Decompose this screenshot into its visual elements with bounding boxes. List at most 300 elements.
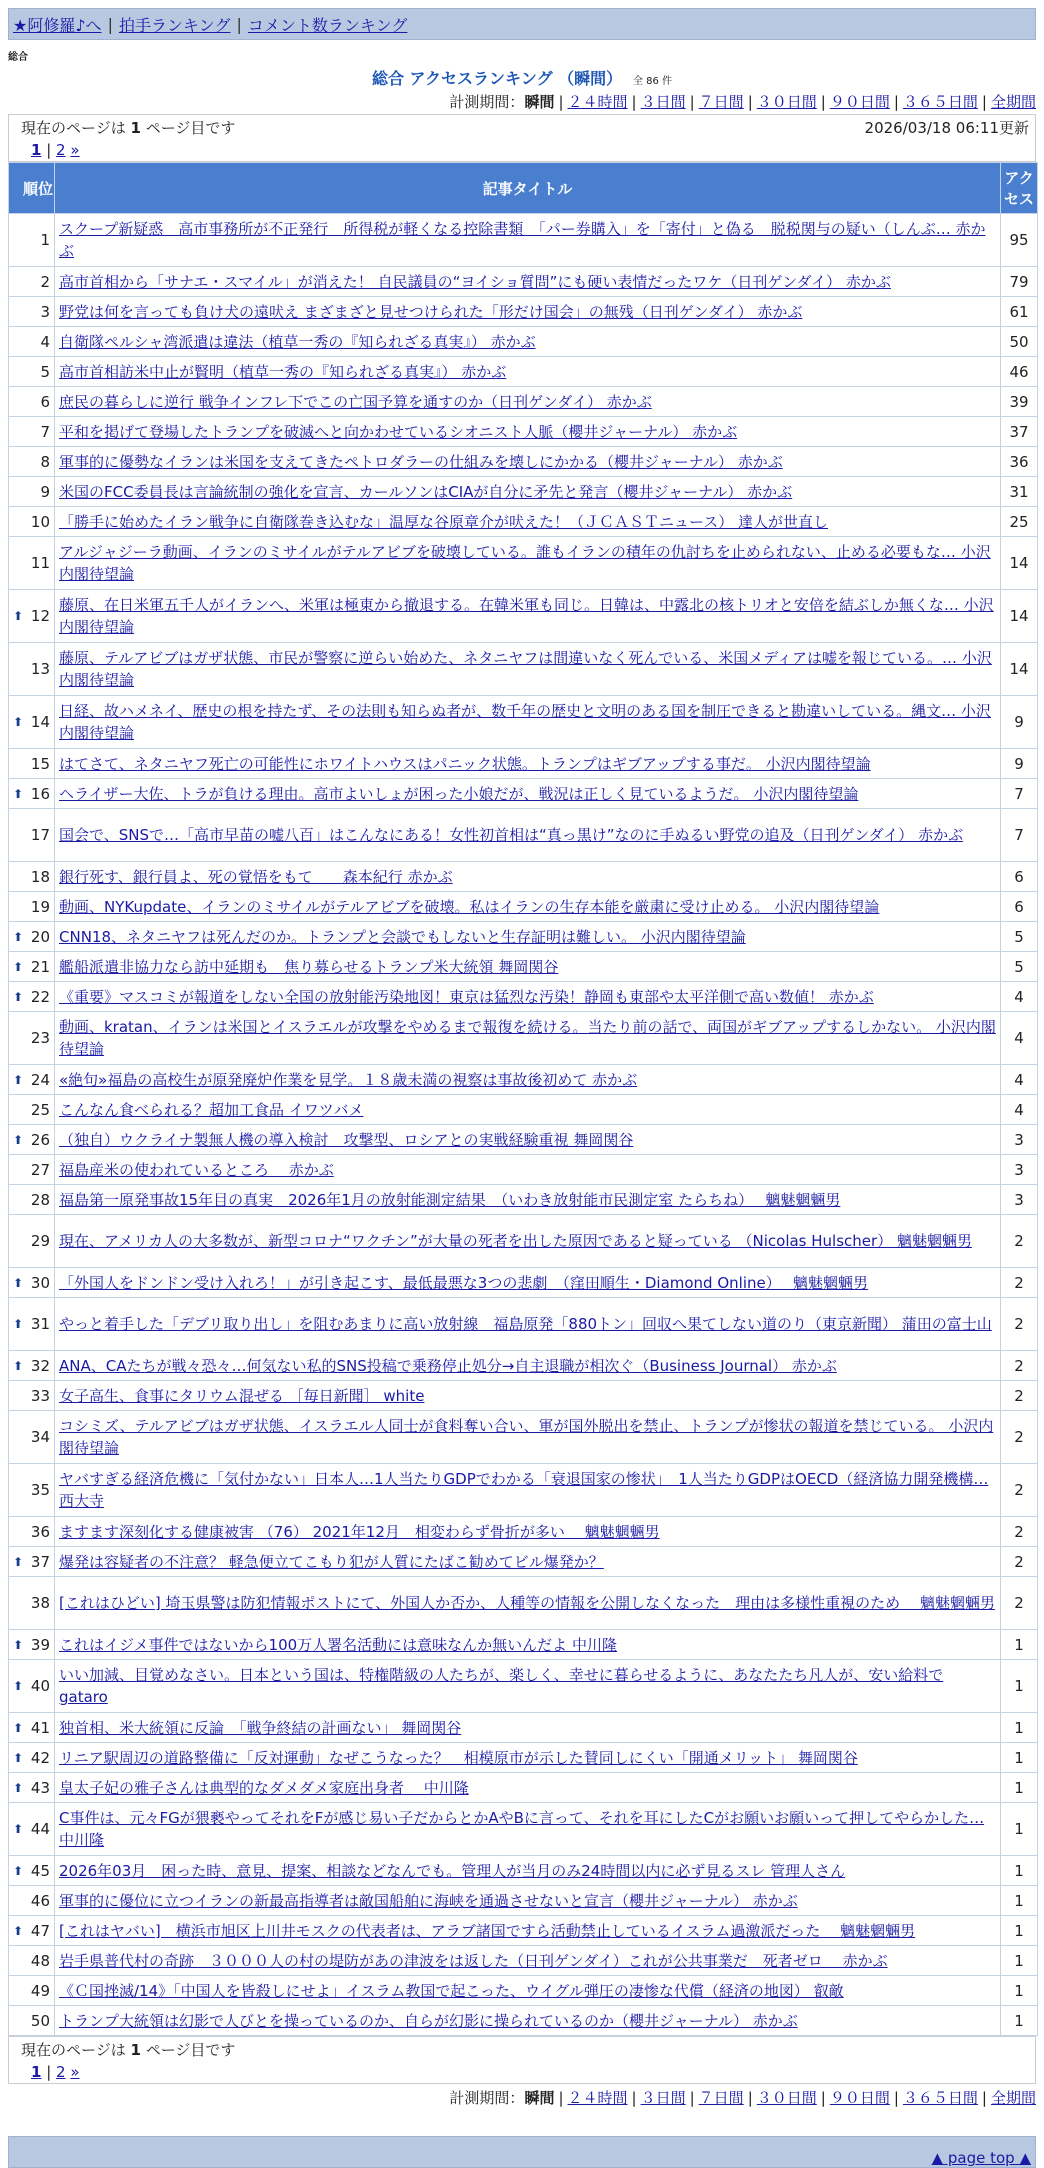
article-link[interactable]: CNN18、ネタニヤフは死んだのか。トランプと会談でもしないと生存証明は難しい。 小沢内閣待望論 <box>59 927 746 946</box>
title-cell <box>55 214 1001 267</box>
page-title: 総合 アクセスランキング （瞬間） <box>371 69 623 88</box>
table-row <box>9 1215 1038 1268</box>
title-cell <box>55 952 1001 982</box>
period-option-link[interactable]: ９０日間 <box>829 2089 890 2107</box>
rank-up-icon: ⬆ <box>13 1720 24 1735</box>
rank-cell <box>9 1713 55 1743</box>
title-cell <box>55 1298 1001 1351</box>
rank-up-icon: ⬆ <box>13 1780 24 1795</box>
period-separator: | <box>631 93 637 111</box>
period-option-link[interactable]: ３６５日間 <box>902 2089 978 2107</box>
article-link[interactable]: [これはヤバい] 横浜市旭区上川井モスクの代表者は、アラブ諸国ですら活動禁止しているイスラム過激派だった 魑魅魍魎男 <box>59 1921 916 1940</box>
rank-number: 12 <box>30 607 50 625</box>
article-link[interactable]: 藤原、テルアビブはガザ状態、市民が警察に逆らい始めた、ネタニヤフは間違いなく死んでいる、米国メディアは嘘を報じている。… 小沢内閣待望論 <box>59 649 992 689</box>
access-count: 3 <box>1001 1155 1038 1185</box>
rank-up-icon: ⬆ <box>13 1358 24 1373</box>
table-row <box>9 1381 1038 1411</box>
rank-cell <box>9 1577 55 1630</box>
table-row <box>9 982 1038 1012</box>
rank-number: 13 <box>30 660 50 678</box>
rank-up-icon: ⬆ <box>13 1679 24 1693</box>
article-link[interactable]: リニア駅周辺の道路整備に「反対運動」なぜこうなった？ 相模原市が示した賛同しにくい「開通メリット」 舞岡関谷 <box>59 1748 858 1767</box>
rank-number: 1 <box>40 231 50 249</box>
article-link[interactable]: 皇太子妃の雅子さんは典型的なダメダメ家庭出身者 中川隆 <box>59 1778 469 1797</box>
access-count: 95 <box>1001 214 1038 267</box>
rank-cell <box>9 1155 55 1185</box>
article-link[interactable]: 軍事的に優勢なイランは米国を支えてきたペトロダラーの仕組みを壊しにかかる（櫻井ジャーナル） 赤かぶ <box>59 452 783 471</box>
table-row <box>9 1012 1038 1065</box>
article-link[interactable]: 岩手県普代村の奇跡 ３０００人の村の堤防があの津波をは返した（日刊ゲンダイ）これが公共事業だ 死者ゼロ 赤かぶ <box>59 1951 888 1970</box>
rank-number: 21 <box>30 957 50 976</box>
rank-cell <box>9 1660 55 1713</box>
table-header-row <box>9 163 1038 214</box>
title-cell <box>55 1547 1001 1577</box>
page-top-link[interactable]: ▲ page top ▲ <box>931 2149 1031 2167</box>
table-row <box>9 267 1038 297</box>
rank-number: 38 <box>30 1594 50 1612</box>
table-row <box>9 1856 1038 1886</box>
table-row <box>9 2006 1038 2036</box>
access-count: 1 <box>1001 1660 1038 1713</box>
rank-cell <box>9 749 55 779</box>
article-link[interactable]: 銀行死す、銀行員よ、死の覚悟をもて 森本紀行 赤かぶ <box>59 867 453 886</box>
article-link[interactable]: 2026年03月 困った時、意見、提案、相談などなんでも。管理人が当月のみ24時間以内に必ず見るスレ 管理人さん <box>59 1861 846 1880</box>
rank-cell <box>9 809 55 862</box>
article-link[interactable]: 動画、kratan、イランは米国とイスラエルが攻撃をやめるまで報復を続ける。当たり前の話で、両国がギブアップするしかない。 小沢内閣待望論 <box>59 1018 996 1058</box>
rank-number: 17 <box>30 826 50 844</box>
article-link[interactable]: 庶民の暮らしに逆行 戦争インフレ下でこの亡国予算を通すのか（日刊ゲンダイ） 赤かぶ <box>59 392 652 411</box>
access-count: 1 <box>1001 1743 1038 1773</box>
rank-number: 33 <box>30 1386 50 1405</box>
article-link[interactable]: はてさて、ネタニヤフ死亡の可能性にホワイトハウスはパニック状態。トランプはギブアップする事だ。 小沢内閣待望論 <box>59 754 871 773</box>
rank-number: 41 <box>30 1718 50 1737</box>
access-count: 6 <box>1001 862 1038 892</box>
table-row <box>9 1916 1038 1946</box>
rank-cell <box>9 327 55 357</box>
article-link[interactable]: スクープ新疑惑 高市事務所が不正発行 所得税が軽くなる控除書類 「パー券購入」を「寄付」と偽る 脱税関与の疑い（しんぶ… 赤かぶ <box>59 220 986 260</box>
rank-number: 2 <box>40 272 50 291</box>
rank-up-icon: ⬆ <box>13 1072 24 1087</box>
period-selector-bottom <box>8 2086 1036 2110</box>
current-page-text: 現在のページは 1 ページ目です <box>21 2041 236 2059</box>
rank-number: 44 <box>30 1820 50 1838</box>
ranking-heading <box>8 66 1036 88</box>
period-selector-top <box>8 90 1036 114</box>
page-links: 1 | 2 » <box>31 2063 80 2081</box>
table-row <box>9 1411 1038 1464</box>
table-row <box>9 1268 1038 1298</box>
access-count: 2 <box>1001 1215 1038 1268</box>
rank-number: 9 <box>40 482 50 501</box>
rank-up-icon: ⬆ <box>13 1554 24 1569</box>
period-separator: | <box>981 2089 987 2107</box>
article-link[interactable]: 日経、故ハメネイ、歴史の根を持たず、その法則も知らぬ者が、数千年の歴史と文明のある国を制圧できると勘違いしている。縄文… 小沢内閣待望論 <box>59 702 991 742</box>
article-link[interactable]: 「勝手に始めたイラン戦争に自衛隊巻き込むな」温厚な谷原章介が吠えた！（ＪＣＡＳＴニュース） 達人が世直し <box>59 512 829 531</box>
article-link[interactable]: [これはひどい] 埼玉県警は防犯情報ポストにて、外国人か否か、人種等の情報を公開しなくなった 理由は多様性重視のため 魑魅魍魎男 <box>59 1594 995 1612</box>
rank-number: 6 <box>40 392 50 411</box>
article-link[interactable]: 藤原、在日米軍五千人がイランへ、米軍は極東から撤退する。在韓米軍も同じ。日韓は、中露北の核トリオと安倍を結ぶしか無くな… 小沢内閣待望論 <box>59 596 994 636</box>
rank-cell <box>9 214 55 267</box>
period-option-link[interactable]: 全期間 <box>990 2089 1036 2107</box>
rank-number: 37 <box>30 1552 50 1571</box>
comment-ranking-link[interactable]: コメント数ランキング <box>247 15 408 35</box>
rank-cell <box>9 267 55 297</box>
ranking-table <box>8 162 1038 2036</box>
rank-number: 48 <box>30 1951 50 1970</box>
table-row <box>9 1743 1038 1773</box>
rank-up-icon: ⬆ <box>13 1863 24 1878</box>
period-option-link[interactable]: ３日間 <box>640 93 686 111</box>
bottom-bar <box>8 2136 1036 2168</box>
article-link[interactable]: «絶句»福島の高校生が原発廃炉作業を見学。１８歳未満の視察は事故後初めて 赤かぶ <box>59 1070 638 1089</box>
table-row <box>9 507 1038 537</box>
rank-cell <box>9 387 55 417</box>
rank-cell <box>9 1916 55 1946</box>
access-count: 3 <box>1001 1185 1038 1215</box>
period-separator: | <box>820 93 826 111</box>
rank-up-icon: ⬆ <box>13 989 24 1004</box>
article-link[interactable]: 米国のFCC委員長は言論統制の強化を宣言、カールソンはCIAが自分に矛先と発言（櫻井ジャーナル） 赤かぶ <box>59 482 793 501</box>
home-link[interactable]: ★阿修羅♪へ <box>13 15 102 35</box>
title-cell <box>55 809 1001 862</box>
rank-number: 29 <box>30 1232 50 1250</box>
article-link[interactable]: やっと着手した「デブリ取り出し」を阻むあまりに高い放射線 福島原発「880トン」回収へ果てしない道のり（東京新聞） 蒲田の富士山 <box>59 1315 992 1333</box>
article-link[interactable]: 国会で、SNSで…「高市早苗の嘘八百」はこんなにある！女性初首相は“真っ黒け”なのに手ぬるい野党の追及（日刊ゲンダイ） 赤かぶ <box>59 826 964 844</box>
rank-cell <box>9 477 55 507</box>
article-link[interactable]: 軍事的に優位に立つイランの新最高指導者は敵国船舶に海峡を通過させないと宣言（櫻井ジャーナル） 赤かぶ <box>59 1891 798 1910</box>
title-cell <box>55 477 1001 507</box>
rank-cell <box>9 1886 55 1916</box>
current-page-text: 現在のページは 1 ページ目です <box>21 119 236 137</box>
title-cell <box>55 922 1001 952</box>
access-count: 2 <box>1001 1577 1038 1630</box>
rank-cell <box>9 590 55 643</box>
title-cell <box>55 1381 1001 1411</box>
rank-cell <box>9 1976 55 2006</box>
article-link[interactable]: トランプ大統領は幻影で人びとを操っているのか、自らが幻影に操られているのか（櫻井ジャーナル） 赤かぶ <box>59 2011 798 2030</box>
rank-cell <box>9 357 55 387</box>
page-link-2[interactable]: 2 <box>56 141 66 159</box>
article-link[interactable]: これはイジメ事件ではないから100万人署名活動には意味なんか無いんだよ 中川隆 <box>59 1635 617 1654</box>
period-option-link[interactable]: ３０日間 <box>756 93 817 111</box>
title-cell <box>55 1351 1001 1381</box>
rank-cell <box>9 922 55 952</box>
rank-cell <box>9 862 55 892</box>
table-row <box>9 1803 1038 1856</box>
article-link[interactable]: 艦船派遣非協力なら訪中延期も 焦り募らせるトランプ米大統領 舞岡関谷 <box>59 957 559 976</box>
period-option-link[interactable]: ９０日間 <box>829 93 890 111</box>
pager-bottom <box>8 2036 1036 2084</box>
rank-number: 14 <box>30 713 50 731</box>
table-row <box>9 1660 1038 1713</box>
rank-cell <box>9 1125 55 1155</box>
rank-number: 15 <box>30 754 50 773</box>
rank-number: 8 <box>40 452 50 471</box>
article-link[interactable]: いい加減、目覚めなさい。日本という国は、特権階級の人たちが、楽しく、幸せに暮らせるように、あなたたち凡人が、安い給料で gataro <box>59 1666 944 1706</box>
table-row <box>9 643 1038 696</box>
period-option-link[interactable]: ３日間 <box>640 2089 686 2107</box>
rank-up-icon: ⬆ <box>13 715 24 729</box>
table-row <box>9 779 1038 809</box>
updated-timestamp: 2026/03/18 06:11更新 <box>864 119 1029 137</box>
access-count: 2 <box>1001 1547 1038 1577</box>
article-link[interactable]: 平和を掲げて登場したトランプを破滅へと向かわせているシオニスト人脈（櫻井ジャーナル） 赤かぶ <box>59 422 738 441</box>
rank-number: 20 <box>30 927 50 946</box>
table-row <box>9 1630 1038 1660</box>
table-row <box>9 1185 1038 1215</box>
pager-top <box>8 114 1036 162</box>
table-row <box>9 1773 1038 1803</box>
rank-number: 40 <box>30 1677 50 1695</box>
title-cell <box>55 1185 1001 1215</box>
access-count: 1 <box>1001 2006 1038 2036</box>
period-option-link[interactable]: ７日間 <box>698 2089 744 2107</box>
title-cell <box>55 1946 1001 1976</box>
rank-number: 42 <box>30 1748 50 1767</box>
period-option-link[interactable]: 全期間 <box>990 93 1036 111</box>
access-count: 2 <box>1001 1351 1038 1381</box>
item-count: 全 86 件 <box>632 76 673 87</box>
rank-column-header: 順位 <box>9 163 55 214</box>
title-cell <box>55 1155 1001 1185</box>
access-count: 1 <box>1001 1886 1038 1916</box>
section-tag: 総合 <box>8 52 28 63</box>
title-cell <box>55 862 1001 892</box>
article-link[interactable]: 現在、アメリカ人の大多数が、新型コロナ“ワクチン”が大量の死者を出した原因であると疑っている （Nicolas Hulscher） 魑魅魍魎男 <box>59 1232 972 1250</box>
title-cell <box>55 1517 1001 1547</box>
title-cell <box>55 327 1001 357</box>
title-cell <box>55 387 1001 417</box>
rank-number: 27 <box>30 1160 50 1179</box>
period-separator: | <box>820 2089 826 2107</box>
title-cell <box>55 1886 1001 1916</box>
article-link[interactable]: ヘライザー大佐、トラが負ける理由。高市よいしょが困った小娘だが、戦況は正しく見ているようだ。 小沢内閣待望論 <box>59 784 859 803</box>
table-row <box>9 1095 1038 1125</box>
rank-number: 24 <box>30 1070 50 1089</box>
access-count: 37 <box>1001 417 1038 447</box>
access-count: 2 <box>1001 1268 1038 1298</box>
access-count: 2 <box>1001 1464 1038 1517</box>
title-cell <box>55 1713 1001 1743</box>
title-cell <box>55 2006 1001 2036</box>
rank-number: 11 <box>30 554 50 572</box>
article-link[interactable]: 高市首相訪米中止が賢明（植草一秀の『知られざる真実』） 赤かぶ <box>59 362 507 381</box>
article-link[interactable]: 高市首相から「サナエ・スマイル」が消えた！ 自民議員の“ヨイショ質問”にも硬い表情だったワケ（日刊ゲンダイ） 赤かぶ <box>59 272 891 291</box>
title-cell <box>55 1411 1001 1464</box>
rank-up-icon: ⬆ <box>13 959 24 974</box>
table-row <box>9 696 1038 749</box>
rank-number: 50 <box>30 2011 50 2030</box>
article-link[interactable]: 「外国人をドンドン受け入れろ！」が引き起こす、最低最悪な3つの悲劇 （窪田順生・Diamond Online） 魑魅魍魎男 <box>59 1273 868 1292</box>
rank-cell <box>9 1630 55 1660</box>
access-count: 5 <box>1001 922 1038 952</box>
article-link[interactable]: ANA、CAたちが戦々恐々…何気ない私的SNS投稿で乗務停止処分→自主退職が相次ぐ（Business Journal） 赤かぶ <box>59 1356 837 1375</box>
rank-cell <box>9 1803 55 1856</box>
period-option-link[interactable]: ２４時間 <box>567 93 628 111</box>
table-row <box>9 1713 1038 1743</box>
period-option-link[interactable]: ３６５日間 <box>902 93 978 111</box>
rank-number: 34 <box>30 1428 50 1446</box>
article-link[interactable]: 動画、NYKupdate、イランのミサイルがテルアビブを破壊。私はイランの生存本能を厳粛に受け止める。 小沢内閣待望論 <box>59 897 880 916</box>
title-cell <box>55 643 1001 696</box>
next-page-link[interactable]: » <box>70 141 80 159</box>
nav-separator: | <box>236 14 242 34</box>
table-row <box>9 1517 1038 1547</box>
period-option-link[interactable]: ７日間 <box>698 93 744 111</box>
title-cell <box>55 749 1001 779</box>
rank-cell <box>9 779 55 809</box>
title-cell <box>55 1803 1001 1856</box>
nav-separator: | <box>107 14 113 34</box>
table-row <box>9 1298 1038 1351</box>
access-count: 9 <box>1001 696 1038 749</box>
period-separator: | <box>558 93 564 111</box>
title-cell <box>55 1268 1001 1298</box>
rank-cell <box>9 2006 55 2036</box>
article-link[interactable]: 爆発は容疑者の不注意？ 軽急便立てこもり犯が人質にたばこ勧めてビル爆発か？ <box>59 1552 604 1571</box>
article-link[interactable]: 女子高生、食事にタリウム混ぜる ［毎日新聞］ white <box>59 1386 425 1405</box>
rank-number: 4 <box>40 332 50 351</box>
rank-number: 31 <box>30 1315 50 1333</box>
access-column-header: アクセス <box>1001 163 1038 214</box>
title-cell <box>55 1630 1001 1660</box>
title-cell <box>55 1856 1001 1886</box>
access-count: 9 <box>1001 749 1038 779</box>
rank-number: 39 <box>30 1635 50 1654</box>
period-option-link[interactable]: ３０日間 <box>756 2089 817 2107</box>
title-cell <box>55 1577 1001 1630</box>
access-count: 4 <box>1001 1095 1038 1125</box>
table-row <box>9 1155 1038 1185</box>
article-link[interactable]: ヤバすぎる経済危機に「気付かない」日本人…1人当たりGDPでわかる「衰退国家の惨状」 1人当たりGDPはOECD（経済協力開発機構… 西大寺 <box>59 1470 989 1510</box>
article-link[interactable]: 独首相、米大統領に反論 「戦争終結の計画ない」 舞岡関谷 <box>59 1718 462 1737</box>
title-cell <box>55 297 1001 327</box>
rank-number: 19 <box>30 897 50 916</box>
title-cell <box>55 1743 1001 1773</box>
period-separator: | <box>558 2089 564 2107</box>
rank-cell <box>9 1298 55 1351</box>
access-count: 1 <box>1001 1630 1038 1660</box>
access-count: 1 <box>1001 1773 1038 1803</box>
period-separator: | <box>689 2089 695 2107</box>
period-separator: | <box>631 2089 637 2107</box>
access-count: 1 <box>1001 1916 1038 1946</box>
table-row <box>9 1464 1038 1517</box>
page-link-1[interactable]: 1 <box>31 141 42 159</box>
period-separator: | <box>893 2089 899 2107</box>
table-row <box>9 862 1038 892</box>
rank-number: 3 <box>40 302 50 321</box>
access-count: 2 <box>1001 1517 1038 1547</box>
article-link[interactable]: 福島産米の使われているところ 赤かぶ <box>59 1160 334 1179</box>
page-link-1[interactable]: 1 <box>31 2063 42 2081</box>
rank-cell <box>9 417 55 447</box>
rank-cell <box>9 1743 55 1773</box>
table-row <box>9 297 1038 327</box>
article-link[interactable]: C事件は、元々FGが猥褻やってそれをFが感じ易い子だからとかAやBに言って、それを耳にしたCがお願いお願いって押してやらかした… 中川隆 <box>59 1809 985 1849</box>
rank-up-icon: ⬆ <box>13 1822 24 1836</box>
period-label: 計測期間： <box>449 93 525 111</box>
rank-number: 26 <box>30 1130 50 1149</box>
title-cell <box>55 779 1001 809</box>
article-link[interactable]: （独自）ウクライナ製無人機の導入検討 攻撃型、ロシアとの実戦経験重視 舞岡関谷 <box>59 1130 634 1149</box>
top-nav-bar <box>8 8 1036 40</box>
title-column-header: 記事タイトル <box>55 163 1001 214</box>
access-count: 36 <box>1001 447 1038 477</box>
table-row <box>9 447 1038 477</box>
table-row <box>9 892 1038 922</box>
table-row <box>9 1547 1038 1577</box>
article-link[interactable]: コシミズ、テルアビブはガザ状態、イスラエル人同士が食料奪い合い、軍が国外脱出を禁止、トランプが惨状の報道を禁じている。 小沢内閣待望論 <box>59 1417 994 1457</box>
rank-number: 35 <box>30 1481 50 1499</box>
rank-cell <box>9 1215 55 1268</box>
article-link[interactable]: 自衛隊ペルシャ湾派遣は違法（植草一秀の『知られざる真実』） 赤かぶ <box>59 332 536 351</box>
access-count: 7 <box>1001 809 1038 862</box>
table-row <box>9 1886 1038 1916</box>
title-cell <box>55 417 1001 447</box>
access-count: 14 <box>1001 590 1038 643</box>
rank-number: 7 <box>40 422 50 441</box>
rank-up-icon: ⬆ <box>13 929 24 944</box>
rank-number: 25 <box>30 1100 50 1119</box>
rank-cell <box>9 1065 55 1095</box>
title-cell <box>55 1464 1001 1517</box>
page-link-2[interactable]: 2 <box>56 2063 66 2081</box>
rank-cell <box>9 892 55 922</box>
table-row <box>9 357 1038 387</box>
article-link[interactable]: 《重要》マスコミが報道をしない全国の放射能汚染地図！東京は猛烈な汚染！静岡も東部や太平洋側で高い数値！ 赤かぶ <box>59 987 874 1006</box>
clap-ranking-link[interactable]: 拍手ランキング <box>118 15 231 35</box>
title-cell <box>55 1916 1001 1946</box>
rank-number: 45 <box>30 1861 50 1880</box>
table-row <box>9 1976 1038 2006</box>
rank-cell <box>9 1547 55 1577</box>
article-link[interactable]: こんなん食べられる？超加工食品 イワツバメ <box>59 1100 364 1119</box>
article-link[interactable]: 野党は何を言っても負け犬の遠吠え まざまざと見せつけられた「形だけ国会」の無残（日刊ゲンダイ） 赤かぶ <box>59 302 803 321</box>
rank-up-icon: ⬆ <box>13 1132 24 1147</box>
access-count: 1 <box>1001 1946 1038 1976</box>
title-cell <box>55 696 1001 749</box>
rank-cell <box>9 1268 55 1298</box>
title-cell <box>55 892 1001 922</box>
period-current: 瞬間 <box>524 2089 555 2107</box>
table-row <box>9 922 1038 952</box>
rank-number: 47 <box>30 1921 50 1940</box>
rank-number: 22 <box>30 987 50 1006</box>
table-row <box>9 1065 1038 1095</box>
article-link[interactable]: ますます深刻化する健康被害 （76） 2021年12月 相変わらず骨折が多い 魑魅魍魎男 <box>59 1522 660 1541</box>
rank-number: 16 <box>30 784 50 803</box>
rank-cell <box>9 1095 55 1125</box>
title-cell <box>55 447 1001 477</box>
access-count: 2 <box>1001 1298 1038 1351</box>
access-count: 1 <box>1001 1803 1038 1856</box>
rank-number: 18 <box>30 867 50 886</box>
article-link[interactable]: アルジャジーラ動画、イランのミサイルがテルアビブを破壊している。誰もイランの積年の仇討ちを止められない、止める必要もな… 小沢内閣待望論 <box>59 543 991 583</box>
table-row <box>9 1946 1038 1976</box>
article-link[interactable]: 福島第一原発事故15年目の真実 2026年1月の放射能測定結果 （いわき放射能市民測定室 たらちね） 魑魅魍魎男 <box>59 1190 841 1209</box>
article-link[interactable]: 《Ｃ国挫滅/14》「中国人を皆殺しにせよ」イスラム教国で起こった、ウイグル弾圧の凄惨な代償（経済の地図） 叡敵 <box>59 1981 844 2000</box>
next-page-link[interactable]: » <box>70 2063 80 2081</box>
rank-cell <box>9 952 55 982</box>
access-count: 2 <box>1001 1381 1038 1411</box>
rank-cell <box>9 982 55 1012</box>
period-option-link[interactable]: ２４時間 <box>567 2089 628 2107</box>
table-row <box>9 417 1038 447</box>
table-row <box>9 1351 1038 1381</box>
rank-number: 5 <box>40 362 50 381</box>
rank-cell <box>9 1773 55 1803</box>
